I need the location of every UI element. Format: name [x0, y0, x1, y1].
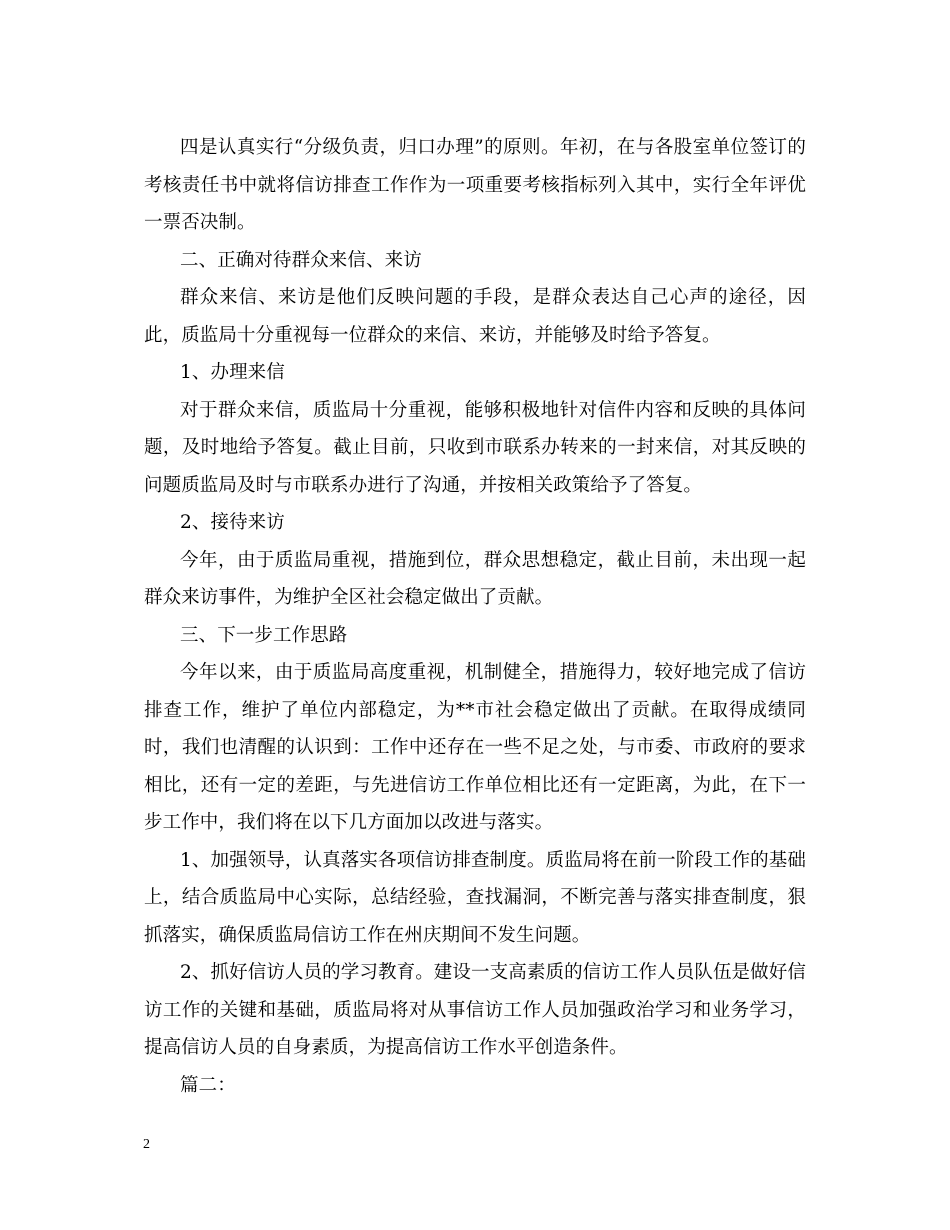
- heading-section-two: 二、正确对待群众来信、来访: [180, 249, 422, 271]
- heading-receive-visits: 2、接待来访: [180, 512, 285, 533]
- heading-part-two: 篇二：: [180, 1074, 236, 1096]
- paragraph-principle: 四是认真实行“分级负责，归口办理”的原则。年初，在与各股室单位签订的考核责任书中就将信访排查工作作为一项重要考核指标列入其中，实行全年评优一票否决制。: [144, 137, 806, 233]
- heading-handle-letters: 1、办理来信: [180, 362, 285, 383]
- paragraph-next-steps: 今年以来，由于质监局高度重视，机制健全，措施得力，较好地完成了信访排查工作，维护了单位内部稳定，为**市社会稳定做出了贡献。在取得成绩同时，我们也清醒的认识到：工作中还存在一些不足之处，与市委、市政府的要求相比，还有一定的差距，与先进信访工作单位相比还有一定距离，为此，在下一步工作中，我们将在以下几方面加以改进与落实。: [144, 662, 806, 833]
- paragraph-receive-visits: 今年，由于质监局重视，措施到位，群众思想稳定，截止目前，未出现一起群众来访事件，为维护全区社会稳定做出了贡献。: [144, 549, 806, 608]
- paragraph-staff-education: 2、抓好信访人员的学习教育。建设一支高素质的信访工作人员队伍是做好信访工作的关键和基础，质监局将对从事信访工作人员加强政治学习和业务学习，提高信访人员的自身素质，为提高信访工作水平创造条件。: [144, 962, 806, 1058]
- document-body: [144, 129, 806, 1104]
- page-number: 2: [143, 1137, 150, 1152]
- paragraph-strengthen-leadership: 1、加强领导，认真落实各项信访排查制度。质监局将在前一阶段工作的基础上，结合质监局中心实际，总结经验，查找漏洞，不断完善与落实排查制度，狠抓落实，确保质监局信访工作在州庆期间不发生问题。: [144, 849, 806, 946]
- heading-section-three: 三、下一步工作思路: [180, 624, 348, 646]
- paragraph-handle-letters: 对于群众来信，质监局十分重视，能够积极地针对信件内容和反映的具体问题，及时地给予答复。截止目前，只收到市联系办转来的一封来信，对其反映的问题质监局及时与市联系办进行了沟通，并按相关政策给予了答复。: [144, 399, 806, 496]
- paragraph-letters-visits: 群众来信、来访是他们反映问题的手段，是群众表达自己心声的途径，因此，质监局十分重视每一位群众的来信、来访，并能够及时给予答复。: [144, 287, 806, 346]
